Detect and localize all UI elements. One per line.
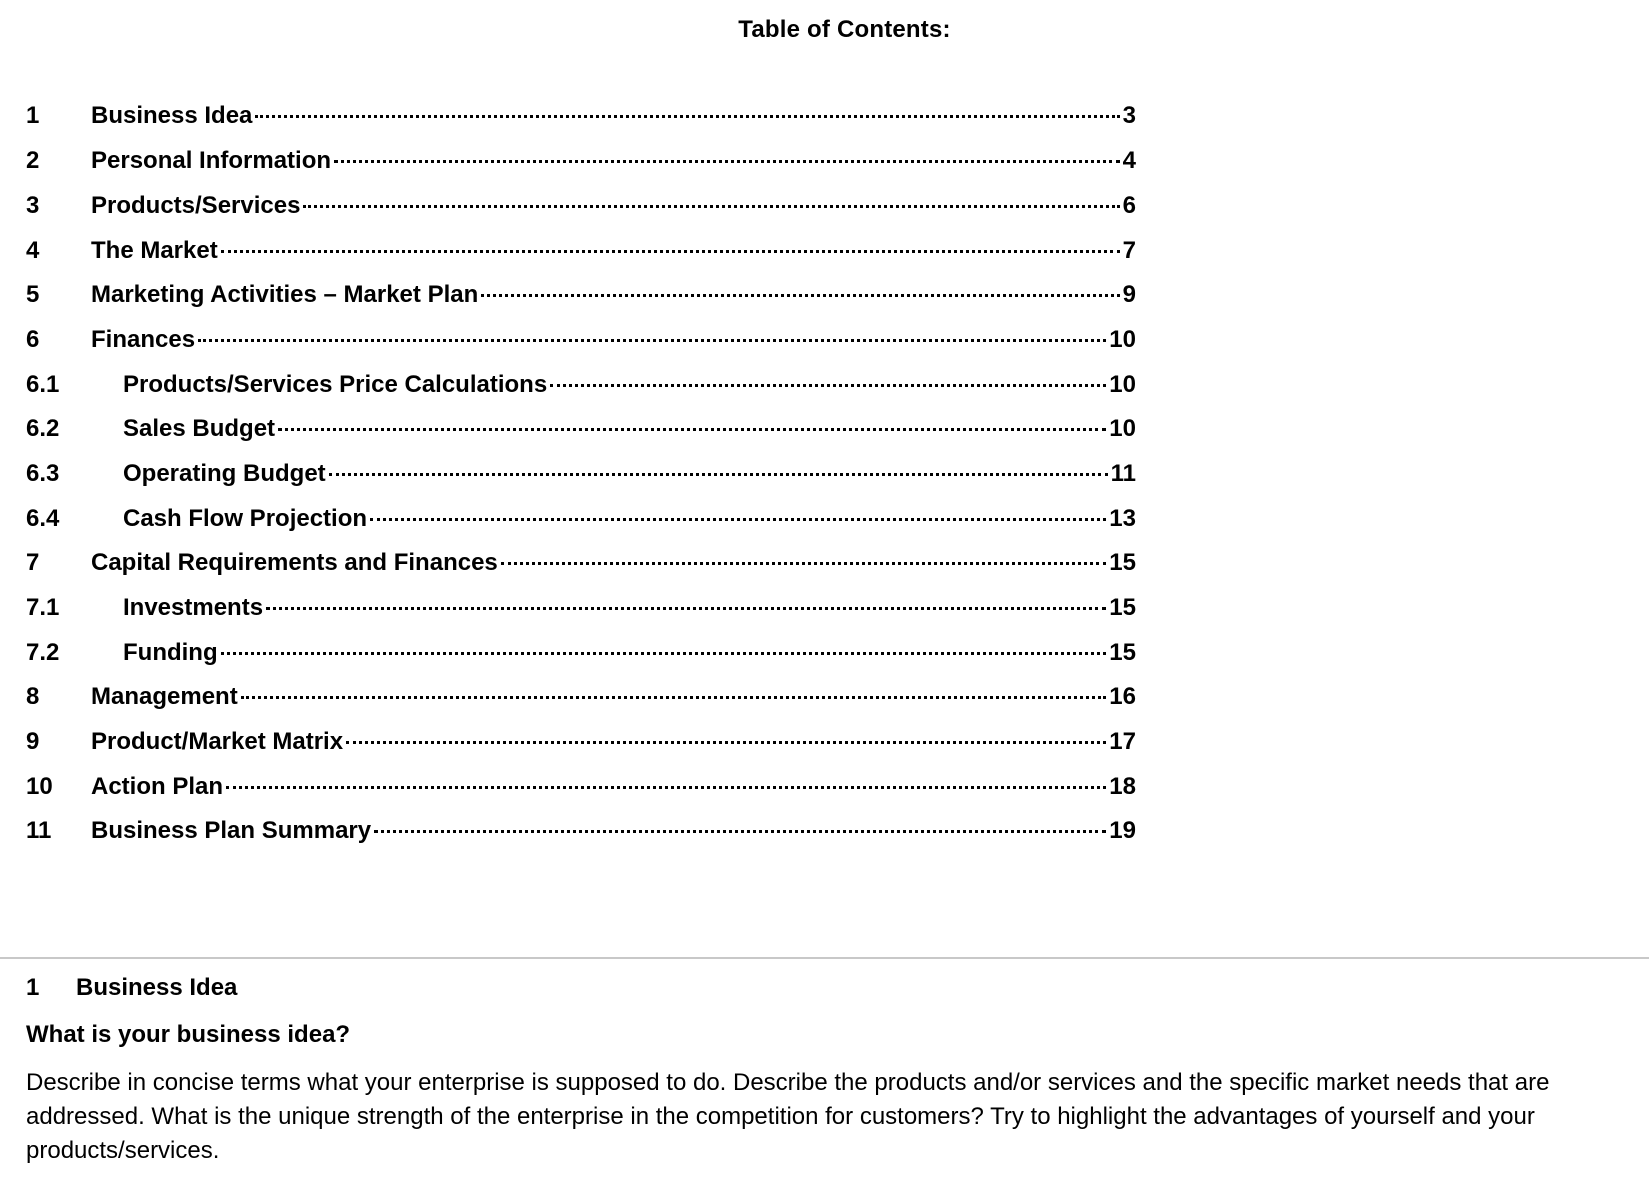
toc-entry-body <box>91 324 1136 356</box>
toc-entry-body <box>91 100 1136 132</box>
toc-entry-label[interactable]: Personal Information <box>91 147 332 174</box>
toc-entry-label[interactable]: The Market <box>91 237 218 264</box>
toc-entry-label[interactable]: Product/Market Matrix <box>91 728 344 755</box>
toc-dot-leader <box>370 518 1106 521</box>
toc-dot-leader <box>481 294 1119 297</box>
section-description: Describe in concise terms what your enterprise is supposed to do. Describe the products and/or services and the specific market needs that are addressed. What is the unique strength of the enterprise in the competition for customers? Try to highlight the advantages of yourself and your products/services. <box>26 1069 1550 1164</box>
toc-entry-body <box>91 547 1136 579</box>
toc-entry-body <box>91 771 1136 803</box>
toc-entry-number: 6.4 <box>26 505 60 532</box>
toc-entry-number: 1 <box>26 102 40 129</box>
toc-entry-number: 11 <box>26 817 52 844</box>
toc-entry-page: 9 <box>1122 281 1136 308</box>
toc-entry-label[interactable]: Finances <box>91 326 196 353</box>
toc-entry-body <box>123 637 1136 669</box>
toc-dot-leader <box>226 786 1106 789</box>
toc-dot-leader <box>221 250 1120 253</box>
toc-entry-page: 10 <box>1109 326 1136 353</box>
toc-entry[interactable] <box>26 637 1136 669</box>
toc-entry-body <box>91 815 1136 847</box>
toc-entry[interactable] <box>26 324 1136 356</box>
toc-entry-label[interactable]: Business Plan Summary <box>91 817 372 844</box>
toc-entry-body <box>123 458 1136 490</box>
toc-entry-page: 10 <box>1109 415 1136 442</box>
toc-entry-page: 10 <box>1109 371 1136 398</box>
toc-entry-page: 15 <box>1109 594 1136 621</box>
toc-entry-body <box>91 145 1136 177</box>
toc-entry-label[interactable]: Funding <box>123 639 218 666</box>
toc-dot-leader <box>221 652 1107 655</box>
toc-entry-label[interactable]: Marketing Activities – Market Plan <box>91 281 479 308</box>
toc-dot-leader <box>241 696 1107 699</box>
toc-entry-page: 18 <box>1109 773 1136 800</box>
toc-entry-label[interactable]: Cash Flow Projection <box>123 505 368 532</box>
toc-dot-leader <box>329 473 1108 476</box>
toc-entry-page: 11 <box>1110 460 1136 487</box>
toc-entry-body <box>91 235 1136 267</box>
toc-entry[interactable] <box>26 413 1136 445</box>
toc-dot-leader <box>374 830 1106 833</box>
toc-entry-page: 15 <box>1109 639 1136 666</box>
toc-entry-number: 6.1 <box>26 371 60 398</box>
toc-entry-number: 5 <box>26 281 40 308</box>
toc-entry-number: 10 <box>26 773 53 800</box>
toc-entry-body <box>123 369 1136 401</box>
toc-entry-number: 3 <box>26 192 40 219</box>
toc-entry-label[interactable]: Investments <box>123 594 264 621</box>
toc-entry-number: 6 <box>26 326 40 353</box>
toc-entry-body <box>123 503 1136 535</box>
toc-entry-number: 6.3 <box>26 460 60 487</box>
toc-dot-leader <box>550 384 1106 387</box>
toc-dot-leader <box>255 115 1119 118</box>
toc-entry-page: 17 <box>1109 728 1136 755</box>
toc-entry-body <box>91 726 1136 758</box>
toc-entry-page: 13 <box>1109 505 1136 532</box>
section-title: Business Idea <box>76 974 238 1001</box>
toc-dot-leader <box>278 428 1106 431</box>
toc-entry-label[interactable]: Products/Services Price Calculations <box>123 371 548 398</box>
toc-entry[interactable] <box>26 815 1136 847</box>
toc-entry-page: 7 <box>1122 237 1136 264</box>
toc-entry[interactable] <box>26 771 1136 803</box>
toc-entry-label[interactable]: Sales Budget <box>123 415 276 442</box>
toc-entry[interactable] <box>26 726 1136 758</box>
toc-entry-number: 7.2 <box>26 639 60 666</box>
toc-dot-leader <box>334 160 1120 163</box>
toc-entry-page: 6 <box>1122 192 1136 219</box>
toc-entry-body <box>123 413 1136 445</box>
toc-entry-label[interactable]: Capital Requirements and Finances <box>91 549 498 576</box>
toc-entry-page: 3 <box>1122 102 1136 129</box>
toc-entry[interactable] <box>26 503 1136 535</box>
toc-entry[interactable] <box>26 190 1136 222</box>
section-heading <box>26 974 237 1002</box>
toc-entry-label[interactable]: Operating Budget <box>123 460 326 487</box>
toc-entry-number: 6.2 <box>26 415 60 442</box>
toc-entry[interactable] <box>26 369 1136 401</box>
toc-entry-number: 7.1 <box>26 594 60 621</box>
toc-entry[interactable] <box>26 235 1136 267</box>
toc-dot-leader <box>198 339 1106 342</box>
toc-entry-page: 16 <box>1109 683 1136 710</box>
toc-dot-leader <box>346 741 1106 744</box>
toc-dot-leader <box>501 562 1107 565</box>
toc-entry-label[interactable]: Products/Services <box>91 192 301 219</box>
toc-entry-page: 15 <box>1109 549 1136 576</box>
section-question: What is your business idea? <box>26 1021 351 1048</box>
toc-entry[interactable] <box>26 279 1136 311</box>
toc-title: Table of Contents: <box>738 16 951 43</box>
toc-entry-label[interactable]: Business Idea <box>91 102 253 129</box>
toc-entry-number: 2 <box>26 147 40 174</box>
toc-dot-leader <box>266 607 1106 610</box>
toc-entry-body <box>91 190 1136 222</box>
toc-entry[interactable] <box>26 100 1136 132</box>
toc-entry[interactable] <box>26 681 1136 713</box>
toc-entry-number: 4 <box>26 237 40 264</box>
toc-entry-body <box>123 592 1136 624</box>
toc-entry[interactable] <box>26 592 1136 624</box>
toc-entry[interactable] <box>26 145 1136 177</box>
toc-entry-page: 4 <box>1122 147 1136 174</box>
toc-entry-body <box>91 279 1136 311</box>
toc-entry-number: 9 <box>26 728 40 755</box>
toc-entry[interactable] <box>26 458 1136 490</box>
toc-entry-label[interactable]: Action Plan <box>91 773 224 800</box>
toc-entry-page: 19 <box>1109 817 1136 844</box>
toc-entry[interactable] <box>26 547 1136 579</box>
toc-entry-number: 8 <box>26 683 40 710</box>
toc-entry-label[interactable]: Management <box>91 683 238 710</box>
page-divider <box>0 957 1649 959</box>
toc-entry-number: 7 <box>26 549 40 576</box>
toc-dot-leader <box>303 205 1119 208</box>
toc-entry-body <box>91 681 1136 713</box>
section-number: 1 <box>26 974 40 1001</box>
